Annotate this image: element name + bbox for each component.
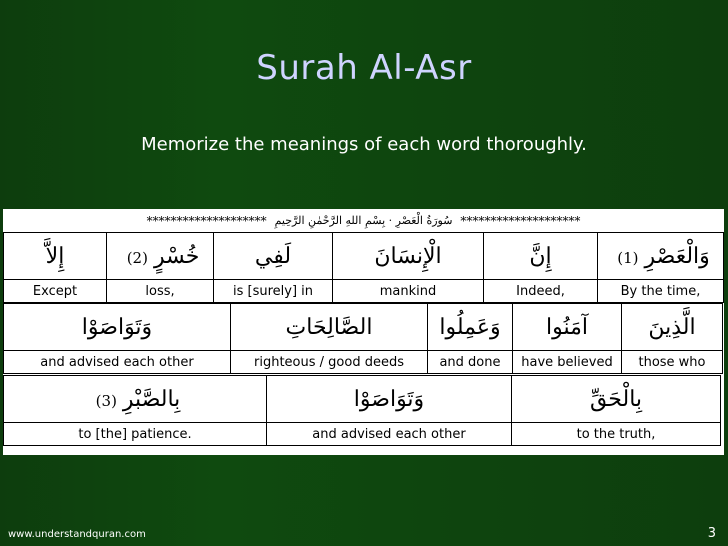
english-meaning-cell: those who: [622, 351, 723, 374]
arabic-word-cell: لَفِي: [214, 233, 333, 280]
english-meaning-cell: have believed: [513, 351, 622, 374]
arabic-row: [4, 376, 721, 423]
arabic-word-cell: الْإِنسَانَ: [333, 233, 484, 280]
english-row: [4, 280, 724, 303]
arabic-word-cell: بِالْحَقِّ: [512, 376, 721, 423]
english-meaning-cell: and done: [428, 351, 513, 374]
arabic-word-cell: (2) خُسْرٍ: [107, 233, 214, 280]
arabic-word-cell: الَّذِينَ: [622, 304, 723, 351]
arabic-word-cell: وَتَوَاصَوْا: [267, 376, 512, 423]
arabic-word-cell: (1) وَالْعَصْرِ: [598, 233, 724, 280]
arabic-word-cell: إِنَّ: [484, 233, 598, 280]
english-meaning-cell: Indeed,: [484, 280, 598, 303]
arabic-word-cell: (3) بِالصَّبْرِ: [4, 376, 267, 423]
arabic-word-cell: وَتَوَاصَوْا: [4, 304, 231, 351]
word-table-sheet: [3, 209, 724, 455]
english-meaning-cell: Except: [4, 280, 107, 303]
english-meaning-cell: to [the] patience.: [4, 423, 267, 446]
word-table-row-group-1: [3, 232, 724, 303]
page-number: 3: [707, 526, 716, 541]
english-meaning-cell: By the time,: [598, 280, 724, 303]
english-meaning-cell: and advised each other: [4, 351, 231, 374]
verse-number: (3): [95, 391, 117, 410]
verse-number: (1): [617, 248, 639, 267]
arabic-row: [4, 233, 724, 280]
english-meaning-cell: righteous / good deeds: [231, 351, 428, 374]
english-meaning-cell: mankind: [333, 280, 484, 303]
english-meaning-cell: loss,: [107, 280, 214, 303]
word-table-row-group-2: [3, 303, 723, 374]
english-meaning-cell: is [surely] in: [214, 280, 333, 303]
english-row: [4, 351, 723, 374]
slide-title: Surah Al-Asr: [256, 48, 472, 88]
arabic-word-cell: الصَّالِحَاتِ: [231, 304, 428, 351]
arabic-word-cell: إِلاَّ: [4, 233, 107, 280]
arabic-word-cell: وَعَمِلُوا: [428, 304, 513, 351]
banner-stars-right: ********************: [460, 213, 581, 228]
banner-arabic: سُورَةُ الْعَصْرِ · بِسْمِ اللهِ الرَّحْمٰنِ الرَّحِيمِ: [274, 214, 453, 227]
footer-url: www.understandquran.com: [8, 529, 146, 540]
english-row: [4, 423, 721, 446]
slide-subtitle: Memorize the meanings of each word thoroughly.: [141, 134, 587, 155]
arabic-word-cell: آمَنُوا: [513, 304, 622, 351]
arabic-row: [4, 304, 723, 351]
english-meaning-cell: to the truth,: [512, 423, 721, 446]
english-meaning-cell: and advised each other: [267, 423, 512, 446]
word-table-row-group-3: [3, 375, 721, 446]
surah-banner: [3, 209, 724, 232]
verse-number: (2): [126, 248, 148, 267]
banner-stars-left: ********************: [146, 213, 267, 228]
